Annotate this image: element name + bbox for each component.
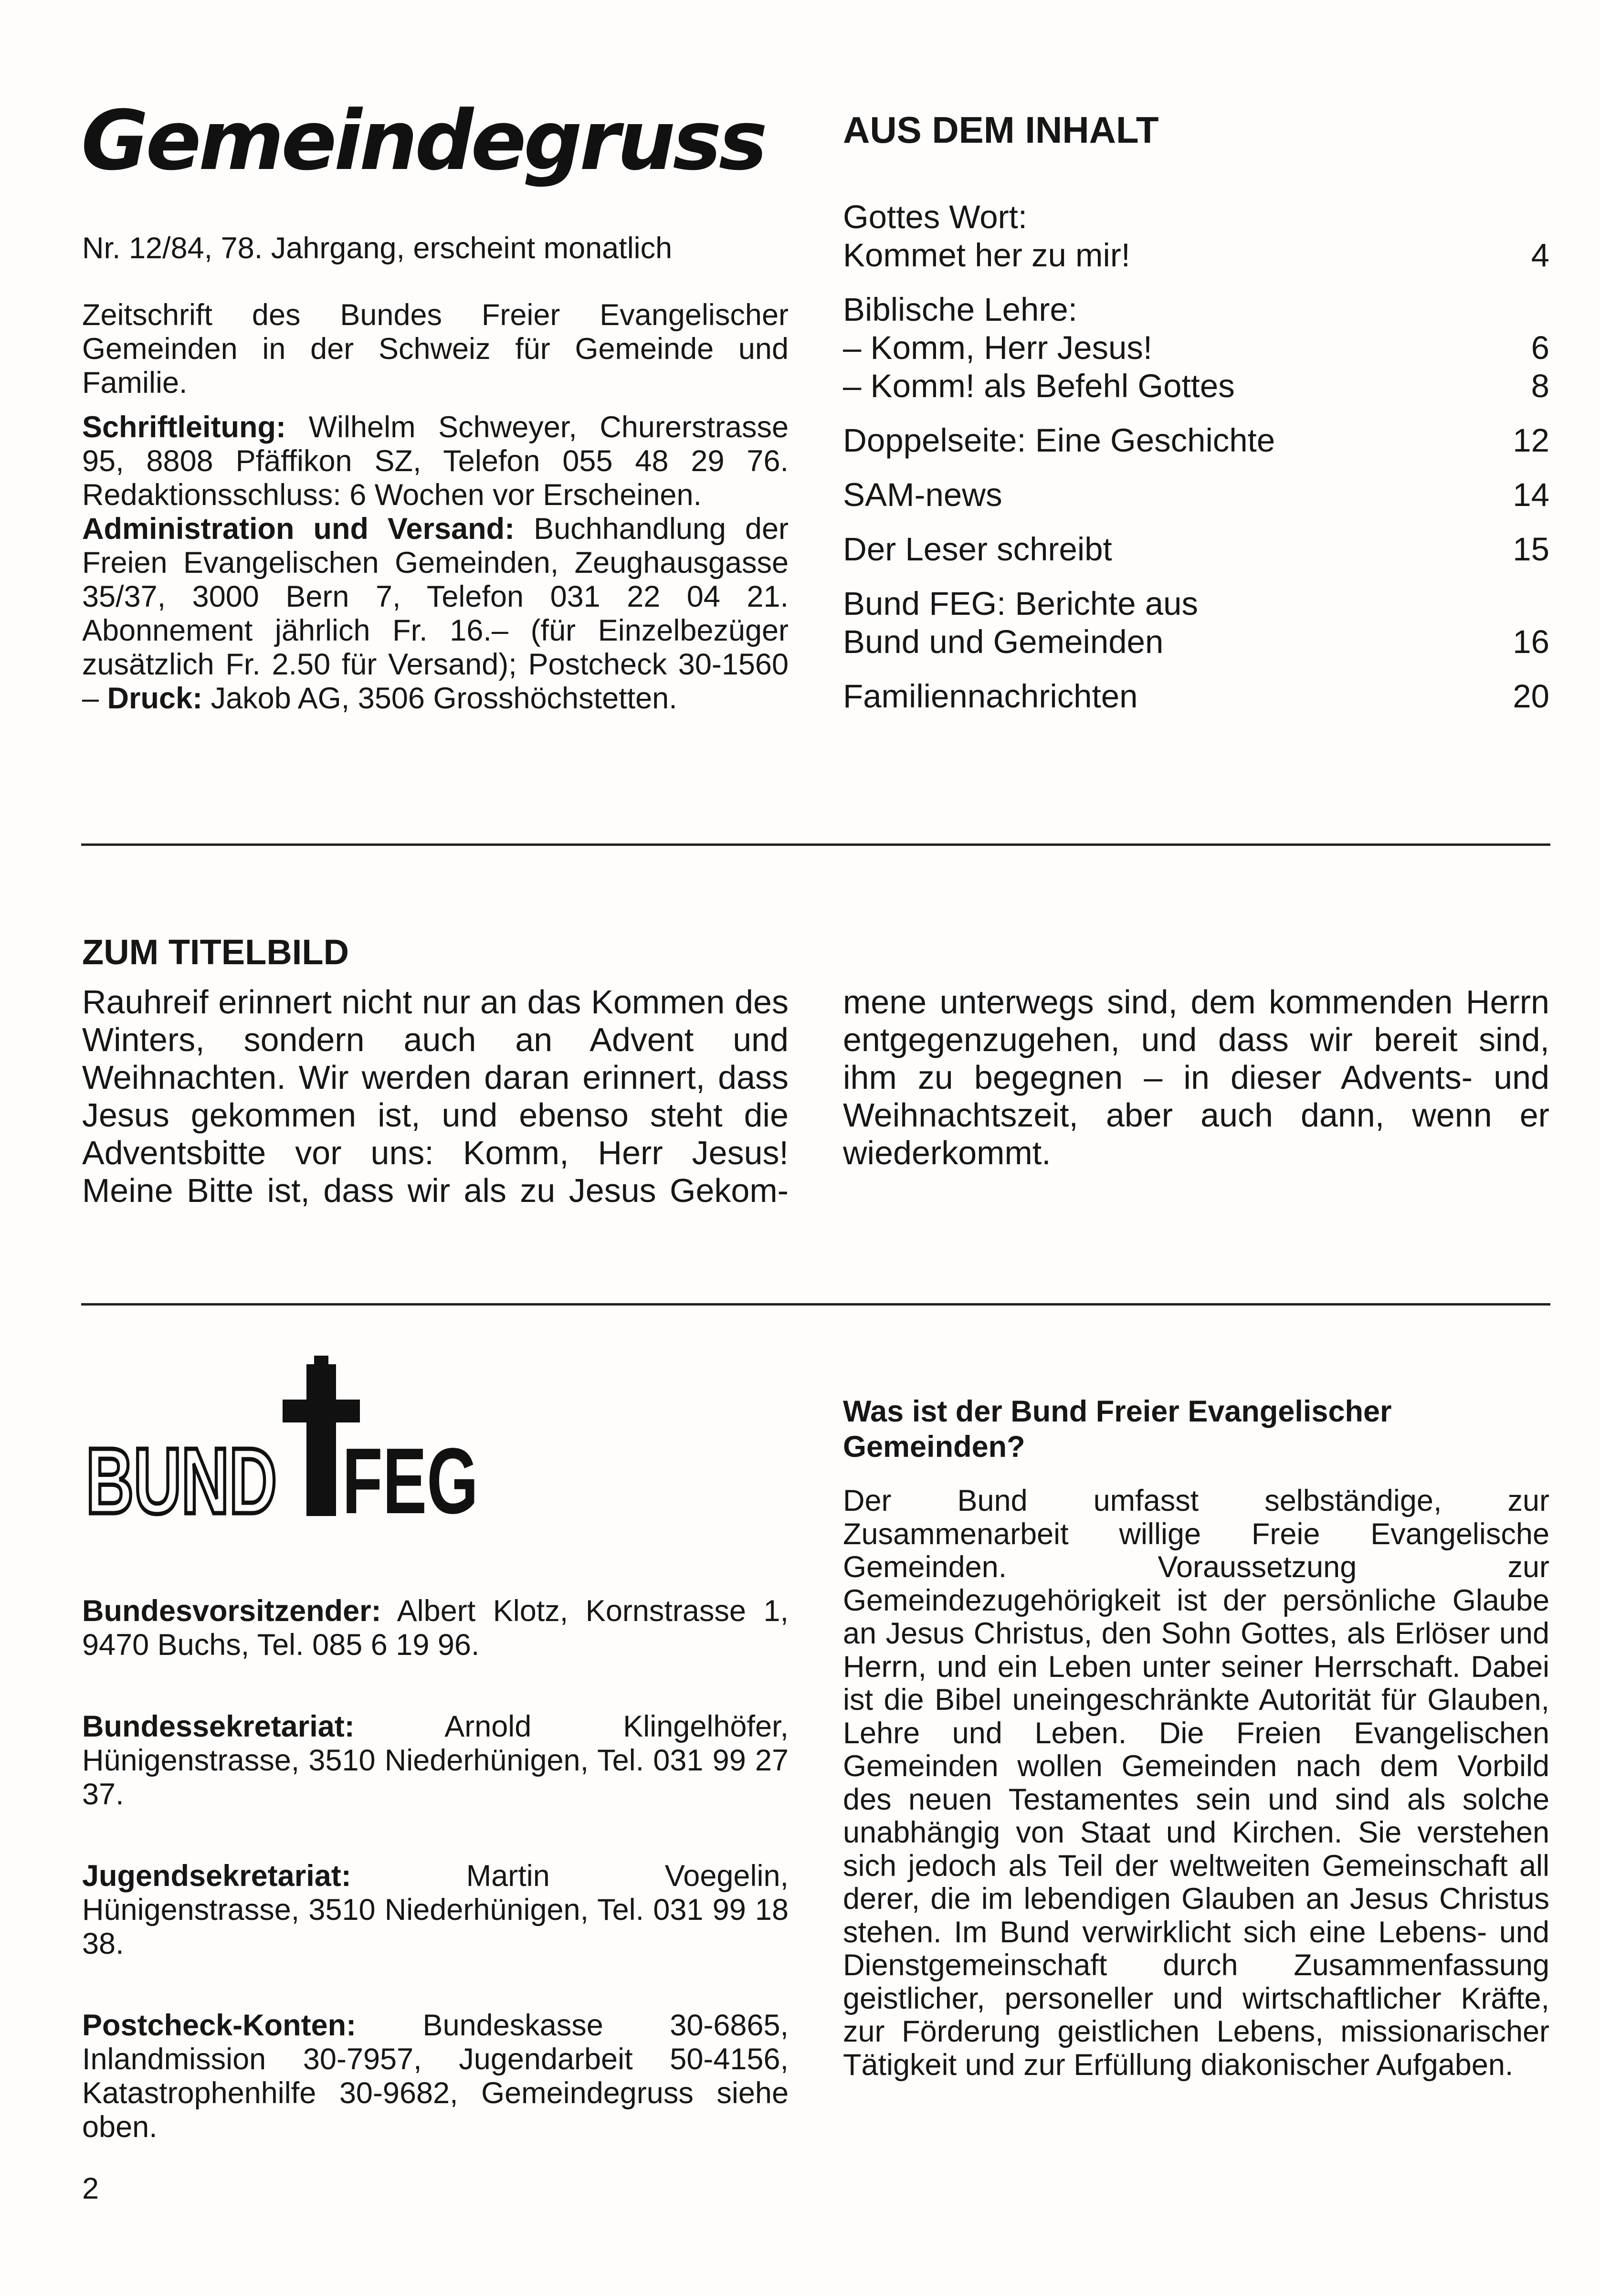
toc-group	[843, 530, 1549, 569]
toc-entry-title: – Komm, Herr Jesus!	[843, 329, 1152, 366]
toc-group	[843, 677, 1549, 716]
section-divider	[81, 843, 1550, 846]
issue-line: Nr. 12/84, 78. Jahrgang, erscheint monatlich	[82, 232, 673, 265]
title-image-heading: ZUM TITELBILD	[82, 932, 349, 972]
about-body: Der Bund umfasst selbständige, zur Zusammenarbeit willige Freie Evangelische Gemeinden. Voraussetzung zur Gemeindezugehörigkeit ist der persönliche Glaube an Jesus Christus, den Sohn Gottes, als Erlöser und Herrn, und ein Leben unter seiner Herrschaft. Dabei ist die Bibel uneingeschränkte Autorität für Glauben, Lehre und Leben. Die Freien Evangelischen Gemeinden wollen Gemeinden nach dem Vorbild des neuen Testamentes sein und sind als solche unabhängig von Staat und Kirchen. Sie verstehen sich jedoch als Teil der weltweiten Gemeinschaft all derer, die im lebendigen Glauben an Jesus Christus stehen. Im Bund verwirklicht sich eine Lebens- und Dienstgemeinschaft durch Zusammenfassung geistlicher, personeller und wirtschaftlicher Kräfte, zur Förderung geistlichen Lebens, missionarischer Tätigkeit und zur Erfüllung diakonischer Aufgaben.	[843, 1484, 1549, 2082]
toc-entry-page: 14	[1513, 476, 1549, 513]
contact-text: Arnold Klingelhöfer, Hünigenstrasse, 3510 Niederhünigen, Tel. 031 99 27 37.	[82, 1710, 789, 1811]
logo-bund-text: BUND	[86, 1429, 277, 1533]
contact-label: Postcheck-Konten:	[82, 2009, 357, 2042]
print-label: Druck:	[107, 682, 203, 715]
toc-entry-page: 8	[1531, 368, 1549, 404]
admin-text: Buchhandlung der Freien Evangelischen Gemeinden, Zeughausgasse 35/37, 3000 Bern 7, Telefon 031 22 04 21. Abonnement jährlich Fr. 16.– (für Einzelbezüger zusätzlich Fr. 2.50 für Versand); Postcheck 30-1560 –	[82, 512, 789, 715]
contact-postal-accounts	[82, 2009, 789, 2144]
toc-entry[interactable]	[843, 421, 1549, 460]
toc-entry[interactable]	[843, 291, 1549, 329]
toc-entry[interactable]	[843, 623, 1549, 661]
toc-entry[interactable]	[843, 367, 1549, 405]
publication-description: Zeitschrift des Bundes Freier Evangelischer Gemeinden in der Schweiz für Gemeinde und Familie.	[82, 298, 789, 400]
contact-youth	[82, 1859, 789, 1961]
toc-entry-page: 6	[1531, 329, 1549, 366]
bund-feg-logo	[82, 1356, 483, 1532]
editor-text: Wilhelm Schweyer, Churerstrasse 95, 8808 Pfäffikon SZ, Telefon 055 48 29 76. Redaktionsschluss: 6 Wochen vor Erscheinen.	[82, 411, 789, 512]
contents-list	[843, 198, 1549, 716]
contacts	[82, 1594, 789, 2192]
editor-label: Schriftleitung:	[82, 411, 286, 444]
page-number: 2	[82, 2172, 99, 2205]
toc-entry-page: 16	[1513, 623, 1549, 660]
editor-info	[82, 411, 789, 512]
toc-group	[843, 585, 1549, 661]
contact-chair	[82, 1594, 789, 1662]
toc-entry[interactable]	[843, 530, 1549, 569]
title-image-text-right: mene unterwegs sind, dem kommenden Herrn entgegenzugehen, und dass wir bereit sind, ihm zu begegnen – in dieser Advents- und Weihnachtszeit, aber auch dann, wenn er wiederkommt.	[843, 983, 1549, 1171]
contact-label: Bundesvorsitzender:	[82, 1594, 381, 1628]
toc-group	[843, 198, 1549, 274]
toc-entry-title: Kommet her zu mir!	[843, 237, 1130, 274]
about-heading: Was ist der Bund Freier Evangelischer Gemeinden?	[843, 1395, 1392, 1464]
toc-entry-title: Bund und Gemeinden	[843, 623, 1164, 660]
contact-secretariat	[82, 1710, 789, 1812]
contents-heading: AUS DEM INHALT	[843, 109, 1159, 151]
toc-entry-title: Der Leser schreibt	[843, 531, 1112, 568]
toc-entry[interactable]	[843, 585, 1549, 623]
toc-entry[interactable]	[843, 476, 1549, 514]
toc-entry[interactable]	[843, 198, 1549, 236]
print-text: Jakob AG, 3506 Grosshöchstetten.	[202, 682, 677, 715]
contact-text: Bundeskasse 30-6865, Inlandmission 30-7957, Jugendarbeit 50-4156, Katastrophenhilfe 30-9682, Gemeindegruss siehe oben.	[82, 2009, 789, 2144]
logo-feg-text: FEG	[342, 1429, 478, 1533]
toc-group	[843, 421, 1549, 460]
contact-text: Martin Voegelin, Hünigenstrasse, 3510 Niederhünigen, Tel. 031 99 18 38.	[82, 1859, 789, 1960]
contact-label: Jugendsekretariat:	[82, 1859, 351, 1893]
toc-entry-page: 12	[1513, 422, 1549, 459]
toc-entry-title: Biblische Lehre:	[843, 291, 1077, 328]
masthead-title: Gemeindegruss	[81, 93, 765, 189]
admin-label: Administration und Versand:	[82, 512, 515, 546]
toc-entry-title: Familiennachrichten	[843, 678, 1138, 715]
toc-entry-title: Doppelseite: Eine Geschichte	[843, 422, 1275, 459]
section-divider	[81, 1303, 1550, 1306]
title-image-text-left: Rauhreif erinnert nicht nur an das Kommen des Winters, sondern auch an Advent und Weihnachten. Wir werden daran erinnert, dass Jesus gekommen ist, und ebenso steht die Adventsbitte vor uns: Komm, Herr Jesus! Meine Bitte ist, dass wir als zu Jesus Gekom-	[82, 983, 789, 1209]
toc-entry-title: Bund FEG: Berichte aus	[843, 585, 1199, 622]
toc-entry-page: 20	[1513, 678, 1549, 715]
toc-entry-title: SAM-news	[843, 476, 1002, 513]
contact-text: Albert Klotz, Kornstrasse 1, 9470 Buchs, Tel. 085 6 19 96.	[82, 1594, 789, 1662]
toc-entry-title: Gottes Wort:	[843, 199, 1028, 235]
toc-entry[interactable]	[843, 236, 1549, 274]
publication-info	[82, 298, 789, 716]
toc-group	[843, 291, 1549, 405]
admin-info	[82, 512, 789, 716]
toc-entry[interactable]	[843, 677, 1549, 716]
toc-entry-page: 4	[1531, 237, 1549, 274]
contact-label: Bundessekretariat:	[82, 1710, 355, 1743]
toc-group	[843, 476, 1549, 514]
toc-entry[interactable]	[843, 329, 1549, 367]
toc-entry-title: – Komm! als Befehl Gottes	[843, 368, 1235, 404]
toc-entry-page: 15	[1513, 531, 1549, 568]
